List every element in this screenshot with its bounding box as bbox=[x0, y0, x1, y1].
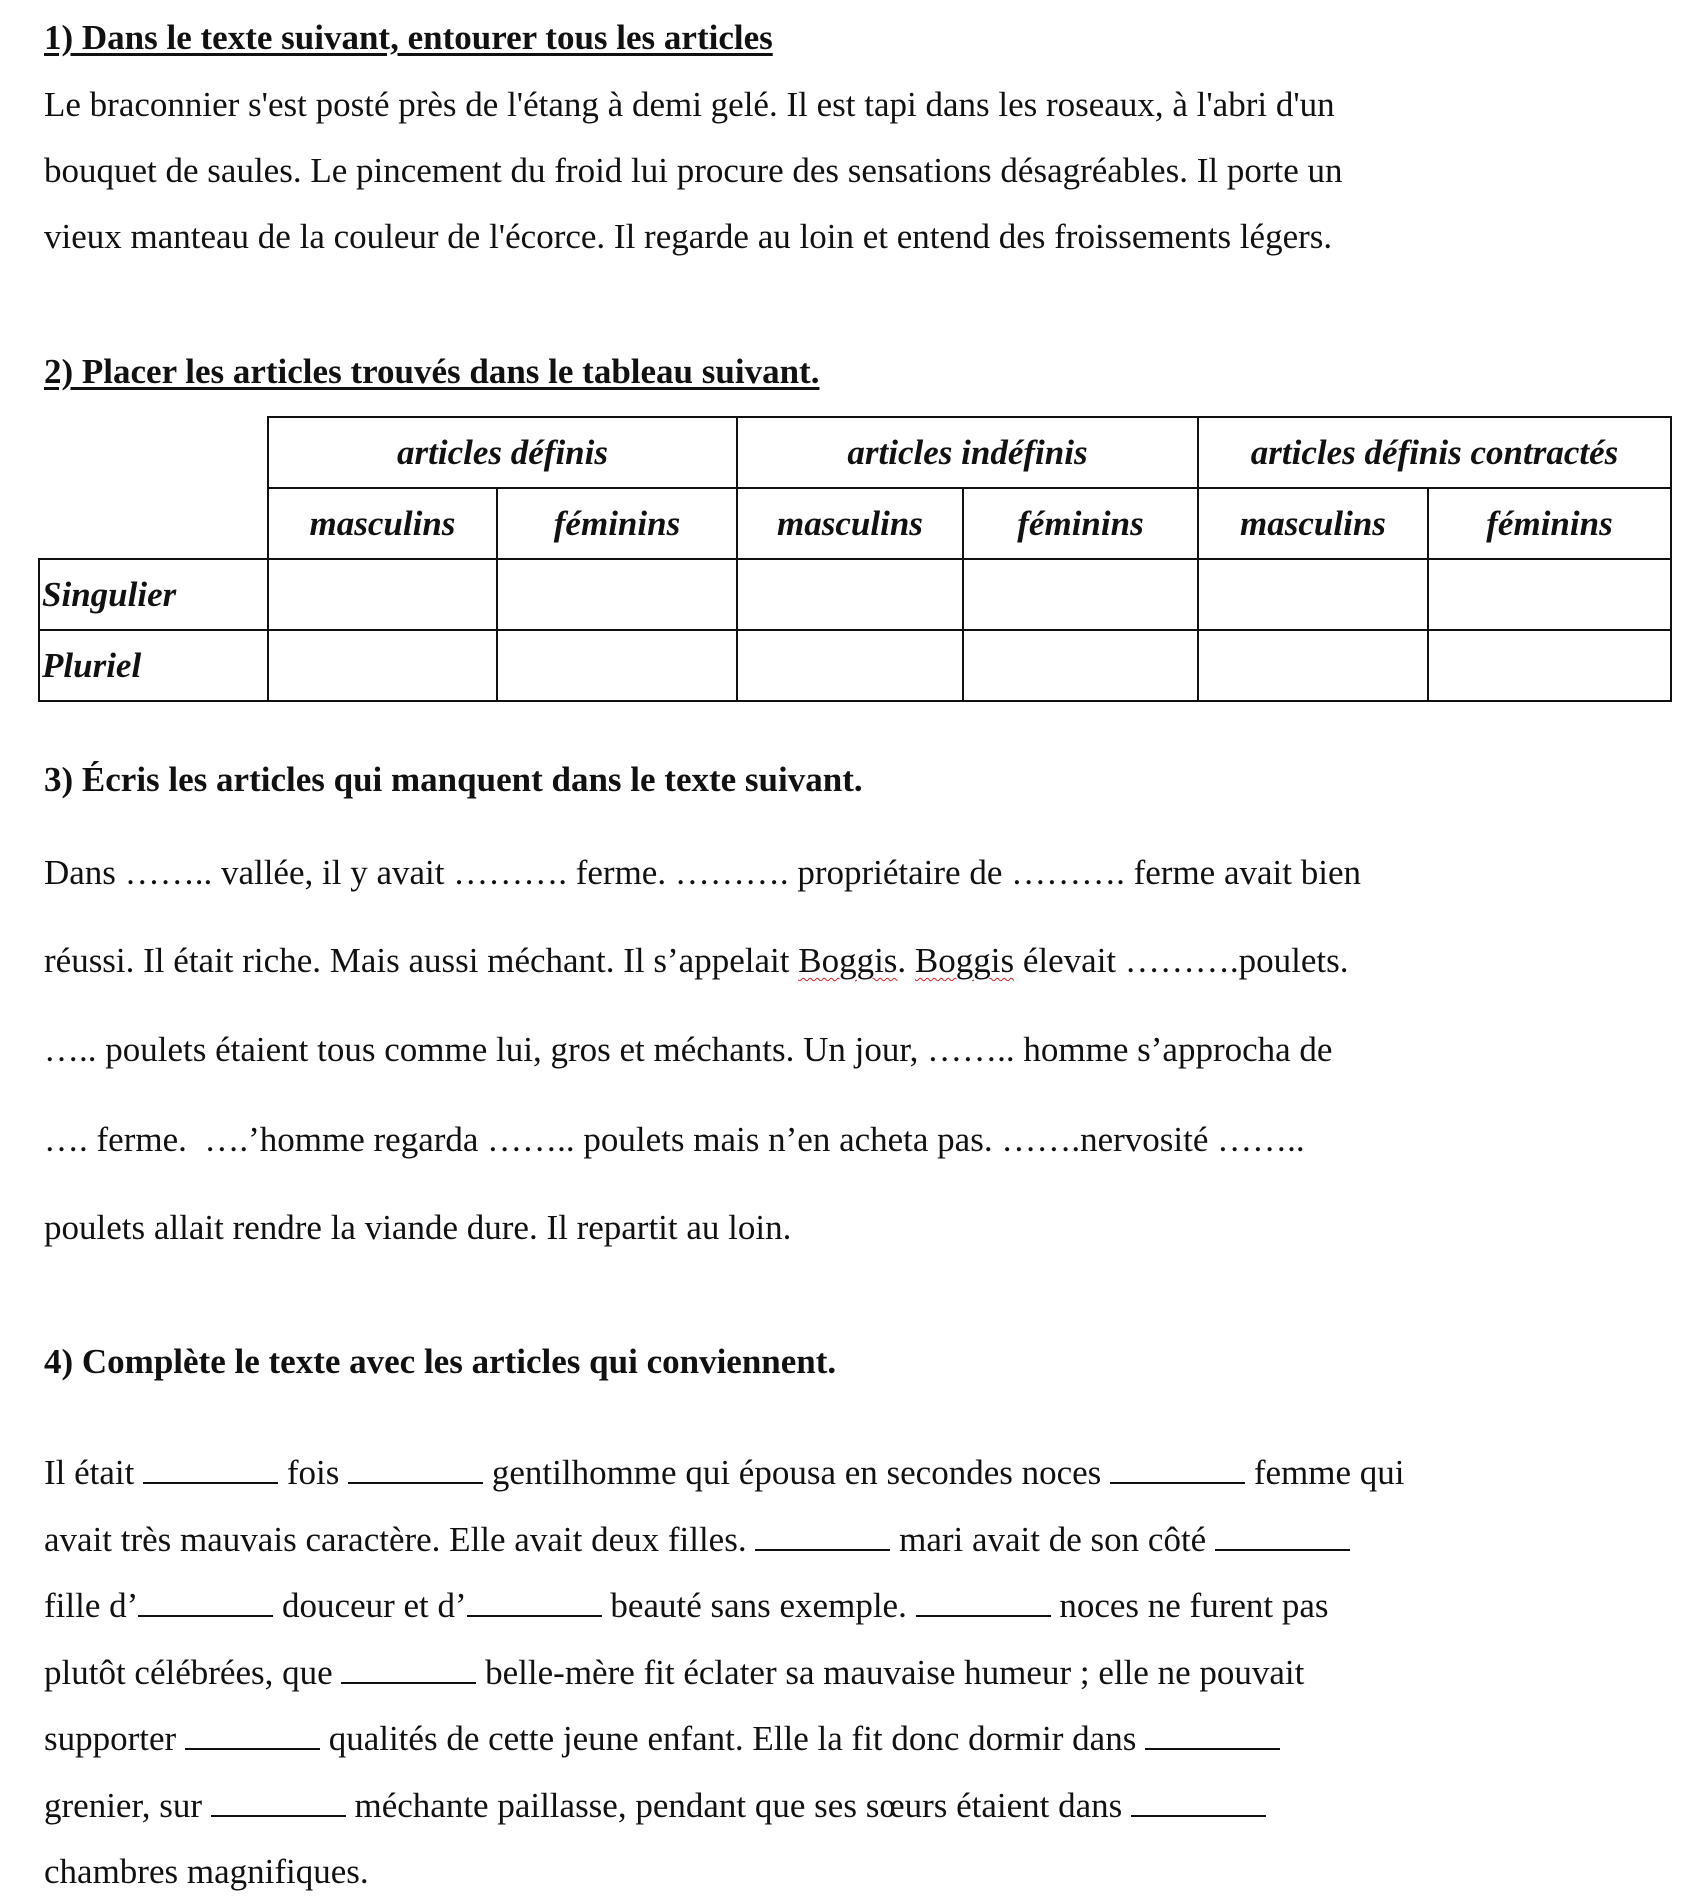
text: qualités de cette jeune enfant. Elle la fit donc dormir dans bbox=[319, 1719, 1146, 1758]
text: poulets. bbox=[1238, 941, 1349, 980]
dotted-blank[interactable]: ………. bbox=[453, 853, 567, 892]
section-2-title: 2) Placer les articles trouvés dans le tableau suivant. bbox=[44, 352, 820, 391]
section-3-line-1 bbox=[44, 853, 1361, 893]
text: supporter bbox=[44, 1719, 185, 1758]
section-1-line-2: bouquet de saules. Le pincement du froid lui procure des sensations désagréables. Il porte un bbox=[44, 151, 1343, 190]
answer-blank[interactable] bbox=[1110, 1456, 1245, 1484]
answer-cell[interactable] bbox=[963, 630, 1198, 701]
answer-cell[interactable] bbox=[497, 630, 737, 701]
answer-cell[interactable] bbox=[497, 559, 737, 630]
answer-cell[interactable] bbox=[1198, 630, 1428, 701]
dotted-blank[interactable]: ….. bbox=[44, 1030, 97, 1069]
text: mari avait de son côté bbox=[890, 1520, 1215, 1559]
text: homme s’approcha de bbox=[1014, 1030, 1333, 1069]
subheader-masculins: masculins bbox=[268, 488, 497, 559]
section-4-line-6 bbox=[44, 1786, 1266, 1826]
text: gentilhomme qui épousa en secondes noces bbox=[483, 1453, 1111, 1492]
section-4-line-5 bbox=[44, 1719, 1280, 1759]
answer-blank[interactable] bbox=[1145, 1722, 1280, 1750]
section-3-line-3 bbox=[44, 1030, 1332, 1070]
table-corner bbox=[39, 488, 268, 559]
answer-cell[interactable] bbox=[1428, 630, 1671, 701]
section-1-line-3: vieux manteau de la couleur de l'écorce. Il regarde au loin et entend des froissements légers. bbox=[44, 217, 1333, 256]
text: Il était bbox=[44, 1453, 144, 1492]
articles-table bbox=[38, 416, 1672, 702]
answer-blank[interactable] bbox=[341, 1656, 476, 1684]
text: Dans bbox=[44, 853, 125, 892]
section-3-line-2 bbox=[44, 941, 1349, 981]
group-header-indefinis: articles indéfinis bbox=[737, 417, 1198, 488]
text: méchante paillasse, pendant que ses sœurs étaient dans bbox=[345, 1786, 1132, 1825]
dotted-blank[interactable]: …….. bbox=[1217, 1120, 1305, 1159]
subheader-masculins: masculins bbox=[737, 488, 963, 559]
text: ’homme regarda bbox=[248, 1120, 488, 1159]
spellcheck-word: Boggis bbox=[914, 941, 1015, 980]
section-3-title: 3) Écris les articles qui manquent dans le texte suivant. bbox=[44, 760, 863, 799]
section-4-title: 4) Complète le texte avec les articles qui conviennent. bbox=[44, 1342, 837, 1381]
text: vallée, il y avait bbox=[212, 853, 454, 892]
dotted-blank[interactable]: …….. bbox=[487, 1120, 575, 1159]
text: noces ne furent pas bbox=[1050, 1586, 1329, 1625]
answer-blank[interactable] bbox=[211, 1789, 346, 1817]
subheader-feminins: féminins bbox=[963, 488, 1198, 559]
text: réussi. Il était riche. Mais aussi méchant. Il s’appelait bbox=[44, 941, 799, 980]
section-3-line-4 bbox=[44, 1120, 1305, 1160]
dotted-blank[interactable]: ………. bbox=[1124, 941, 1239, 980]
text: grenier, sur bbox=[44, 1786, 211, 1825]
answer-blank[interactable] bbox=[138, 1589, 273, 1617]
text: poulets étaient tous comme lui, gros et méchants. Un jour, bbox=[96, 1030, 928, 1069]
text: poulets mais n’en acheta pas. bbox=[574, 1120, 1002, 1159]
answer-blank[interactable] bbox=[1131, 1789, 1266, 1817]
answer-blank[interactable] bbox=[916, 1589, 1051, 1617]
subheader-masculins: masculins bbox=[1198, 488, 1428, 559]
text: beauté sans exemple. bbox=[601, 1586, 916, 1625]
text: ferme. bbox=[87, 1120, 205, 1159]
section-4-line-4 bbox=[44, 1653, 1304, 1693]
text: élevait bbox=[1014, 941, 1125, 980]
table-row bbox=[39, 559, 1671, 630]
text: ferme. bbox=[566, 853, 675, 892]
answer-cell[interactable] bbox=[268, 630, 497, 701]
spellcheck-word: Boggis bbox=[798, 941, 898, 980]
text: belle-mère fit éclater sa mauvaise humeur ; elle ne pouvait bbox=[476, 1653, 1305, 1692]
text: . bbox=[897, 941, 915, 980]
answer-blank[interactable] bbox=[1215, 1523, 1350, 1551]
text: nervosité bbox=[1080, 1120, 1218, 1159]
dotted-blank[interactable]: ………. bbox=[1011, 853, 1125, 892]
section-4-line-3 bbox=[44, 1586, 1329, 1626]
answer-cell[interactable] bbox=[963, 559, 1198, 630]
group-header-definis: articles définis bbox=[268, 417, 737, 488]
row-label-pluriel: Pluriel bbox=[39, 630, 268, 701]
dotted-blank[interactable]: …. bbox=[204, 1120, 249, 1159]
section-1-title: 1) Dans le texte suivant, entourer tous les articles bbox=[44, 18, 773, 57]
dotted-blank[interactable]: …. bbox=[44, 1120, 88, 1159]
text: fille d’ bbox=[44, 1586, 139, 1625]
answer-cell[interactable] bbox=[268, 559, 497, 630]
answer-blank[interactable] bbox=[143, 1456, 278, 1484]
subheader-feminins: féminins bbox=[497, 488, 737, 559]
subheader-feminins: féminins bbox=[1428, 488, 1671, 559]
section-3-line-5: poulets allait rendre la viande dure. Il repartit au loin. bbox=[44, 1208, 792, 1247]
section-4-line-2 bbox=[44, 1520, 1350, 1560]
text: ferme avait bien bbox=[1124, 853, 1361, 892]
text: fois bbox=[278, 1453, 349, 1492]
answer-blank[interactable] bbox=[348, 1456, 483, 1484]
dotted-blank[interactable]: ………. bbox=[674, 853, 789, 892]
dotted-blank[interactable]: ……. bbox=[1001, 1120, 1081, 1159]
answer-cell[interactable] bbox=[1428, 559, 1671, 630]
text: propriétaire de bbox=[788, 853, 1012, 892]
answer-blank[interactable] bbox=[755, 1523, 890, 1551]
answer-cell[interactable] bbox=[1198, 559, 1428, 630]
dotted-blank[interactable]: …….. bbox=[927, 1030, 1015, 1069]
answer-cell[interactable] bbox=[737, 630, 963, 701]
dotted-blank[interactable]: …….. bbox=[124, 853, 213, 892]
answer-cell[interactable] bbox=[737, 559, 963, 630]
section-1-line-1: Le braconnier s'est posté près de l'étang à demi gelé. Il est tapi dans les roseaux, à l'abri d'un bbox=[44, 85, 1335, 124]
table-row bbox=[39, 630, 1671, 701]
section-4-line-7: chambres magnifiques. bbox=[44, 1852, 369, 1891]
text: plutôt célébrées, que bbox=[44, 1653, 342, 1692]
text: douceur et d’ bbox=[273, 1586, 467, 1625]
row-label-singulier: Singulier bbox=[39, 559, 268, 630]
section-4-line-1 bbox=[44, 1453, 1404, 1493]
text: femme qui bbox=[1245, 1453, 1405, 1492]
text: avait très mauvais caractère. Elle avait deux filles. bbox=[44, 1520, 756, 1559]
answer-blank[interactable] bbox=[185, 1722, 320, 1750]
table-corner bbox=[39, 417, 268, 488]
answer-blank[interactable] bbox=[467, 1589, 602, 1617]
group-header-contractes: articles définis contractés bbox=[1198, 417, 1671, 488]
